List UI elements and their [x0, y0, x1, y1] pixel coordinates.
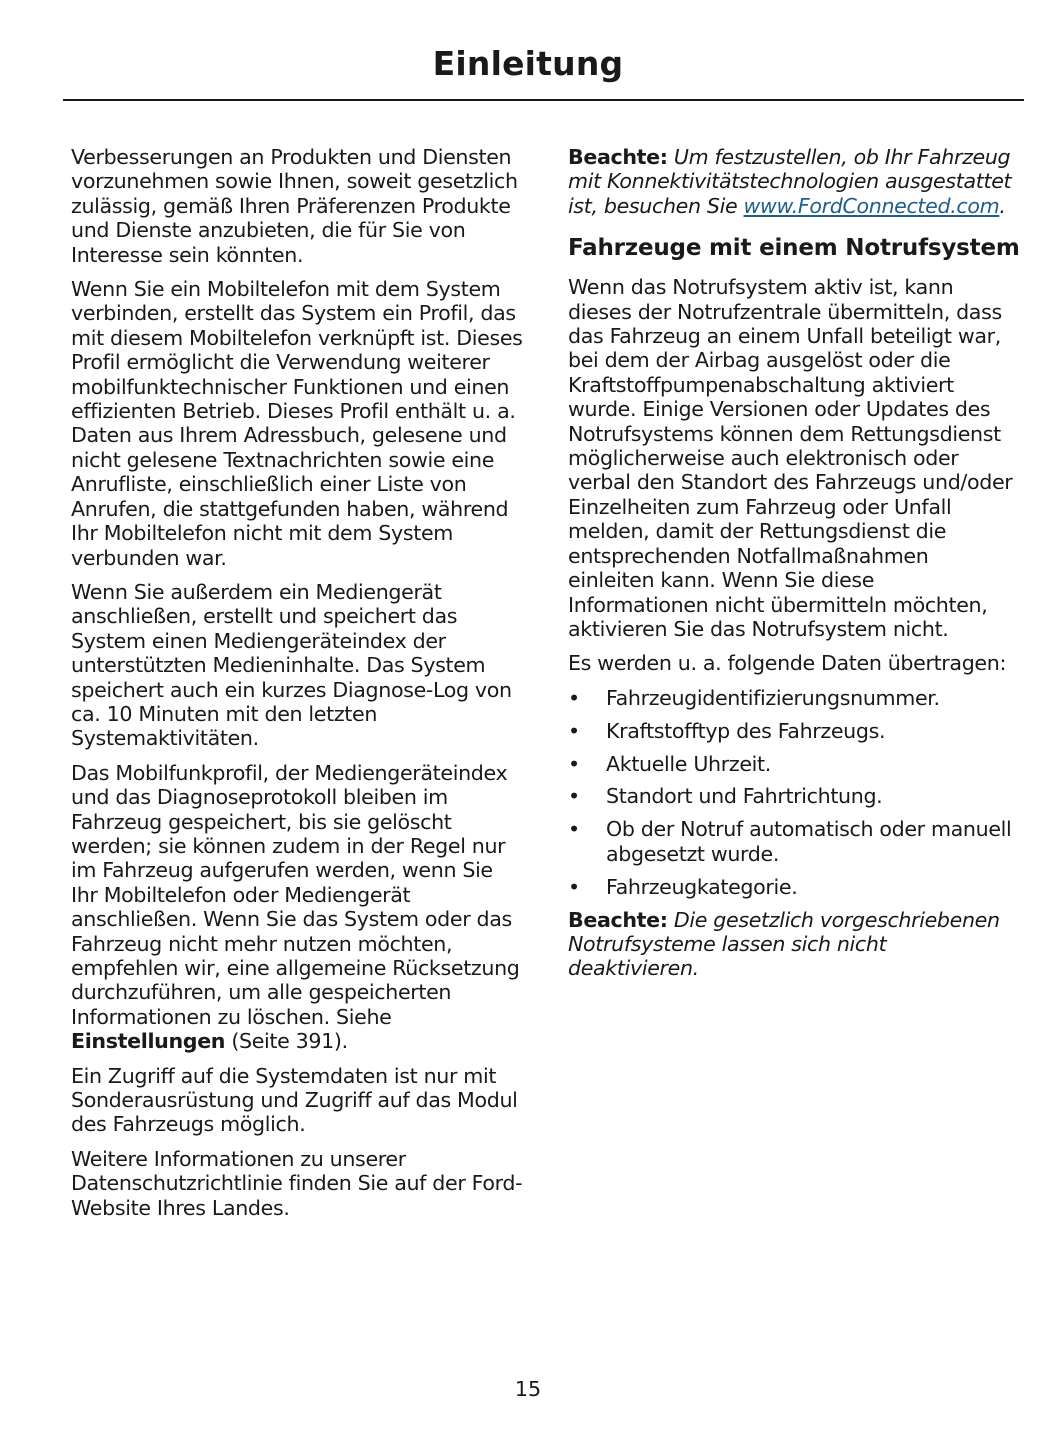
left-column	[71, 145, 523, 1230]
page-title: Einleitung	[432, 44, 624, 83]
bullet-icon: •	[568, 817, 580, 842]
paragraph: Weitere Informationen zu unserer Datenschutzrichtlinie finden Sie auf der Ford-Website Ihres Landes.	[71, 1146, 523, 1220]
note-emergency	[568, 908, 1020, 981]
bullet-icon: •	[568, 751, 580, 776]
note-text: Die gesetzlich vorgeschriebenen Notrufsysteme lassen sich nicht deaktivieren.	[568, 907, 1000, 981]
list-item	[568, 817, 1020, 866]
section-heading: Fahrzeuge mit einem Notrufsystem	[568, 235, 1020, 262]
paragraph-with-reference	[71, 761, 523, 1054]
list-item	[568, 784, 1020, 808]
note-label: Beachte:	[568, 145, 668, 169]
list-item	[568, 686, 1020, 710]
note-label: Beachte:	[568, 907, 668, 932]
paragraph: Wenn Sie ein Mobiltelefon mit dem System verbinden, erstellt das System ein Profil, das mit diesem Mobiltelefon verknüpft ist. Dieses Profil ermöglicht die Verwendung weiterer mobilfunktechnischer Funktionen und einen effizienten Betrieb. Dieses Profil enthält u. a. Daten aus Ihrem Adressbuch, gelesene und nicht gelesene Textnachrichten sowie eine Anrufliste, einschließlich einer Liste von Anrufen, die stattgefunden haben, während Ihr Mobiltelefon nicht mit dem System verbunden war.	[71, 277, 523, 570]
paragraph-text: Das Mobilfunkprofil, der Mediengeräteindex und das Diagnoseprotokoll bleiben im Fahrzeug gespeichert, bis sie gelöscht werden; sie können zudem in der Regel nur im Fahrzeug aufgerufen werden, wenn Sie Ihr Mobiltelefon oder Mediengerät anschließen. Wenn Sie das System oder das Fahrzeug nicht mehr nutzen möchten, empfehlen wir, eine allgemeine Rücksetzung durchzuführen, um alle gespeicherten Informationen zu löschen. Siehe	[71, 760, 520, 1029]
paragraph: Ein Zugriff auf die Systemdaten ist nur mit Sonderausrüstung und Zugriff auf das Modul des Fahrzeugs möglich.	[71, 1063, 518, 1137]
bullet-icon: •	[568, 874, 580, 899]
list-item-text: Standort und Fahrtrichtung.	[606, 784, 883, 809]
list-item-text: Aktuelle Uhrzeit.	[606, 751, 771, 776]
list-item	[568, 719, 1020, 743]
note-end: .	[999, 193, 1006, 218]
bullet-icon: •	[568, 784, 580, 809]
bullet-icon: •	[568, 685, 580, 710]
list-item-text: Fahrzeugkategorie.	[606, 874, 798, 899]
bullet-icon: •	[568, 718, 580, 743]
paragraph: Es werden u. a. folgende Daten übertragen:	[568, 651, 1007, 676]
note-connectivity	[568, 145, 1020, 218]
transmitted-data-list	[568, 686, 1020, 899]
list-item	[568, 875, 1020, 899]
right-column	[568, 145, 1020, 991]
list-item-text: Fahrzeugidentifizierungsnummer.	[606, 685, 940, 710]
note-text: Um festzustellen, ob Ihr Fahrzeug mit Konnektivitätstechnologien ausgestattet ist, besuchen Sie	[568, 145, 1012, 218]
page-reference: (Seite 391).	[231, 1029, 348, 1054]
paragraph: Verbesserungen an Produkten und Diensten vorzunehmen sowie Ihnen, soweit gesetzlich zulässig, gemäß Ihren Präferenzen Produkte und Dienste anzubieten, die für Sie von Interesse sein könnten.	[71, 145, 518, 267]
settings-reference-link[interactable]: Einstellungen	[71, 1029, 226, 1054]
list-item-text: Ob der Notruf automatisch oder manuell abgesetzt wurde.	[606, 817, 1012, 866]
fordconnected-link[interactable]: www.FordConnected.com	[743, 193, 1000, 218]
paragraph: Wenn Sie außerdem ein Mediengerät anschließen, erstellt und speichert das System einen Mediengeräteindex der unterstützten Medieninhalte. Das System speichert auch ein kurzes Diagnose-Log von ca. 10 Minuten mit den letzten Systemaktivitäten.	[71, 579, 512, 751]
title-divider	[63, 99, 1024, 101]
list-item-text: Kraftstofftyp des Fahrzeugs.	[606, 718, 886, 743]
paragraph: Wenn das Notrufsystem aktiv ist, kann dieses der Notrufzentrale übermitteln, dass das Fahrzeug an einem Unfall beteiligt war, bei dem der Airbag ausgelöst oder die Kraftstoffpumpenabschaltung aktiviert wurde. Einige Versionen oder Updates des Notrufsystems können dem Rettungsdienst möglicherweise auch elektronisch oder verbal den Standort des Fahrzeugs und/oder Einzelheiten zum Fahrzeug oder Unfall melden, damit der Rettungsdienst die entsprechenden Notfallmaßnahmen einleiten kann. Wenn Sie diese Informationen nicht übermitteln möchten, aktivieren Sie das Notrufsystem nicht.	[568, 275, 1013, 641]
list-item	[568, 752, 1020, 776]
page-number: 15	[514, 1377, 542, 1401]
